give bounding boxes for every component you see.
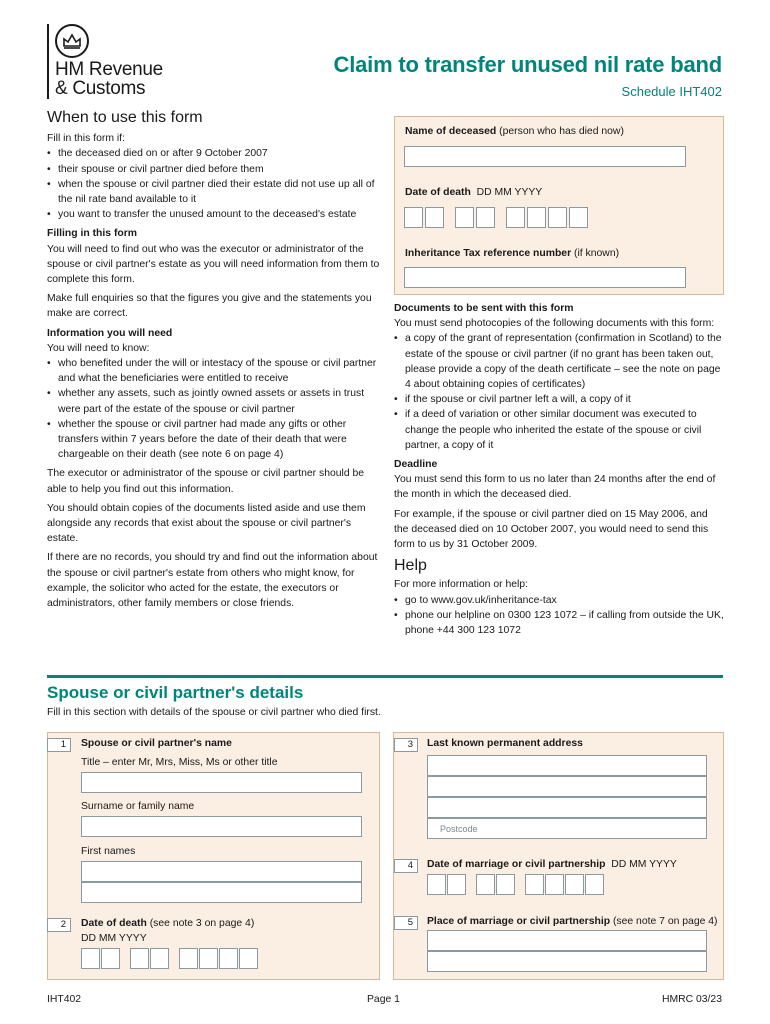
filling-heading: Filling in this form — [47, 228, 138, 240]
list-item: • you want to transfer the unused amount to the deceased's estate — [47, 207, 382, 222]
list-item: • when the spouse or civil partner died their estate did not use up all of the nil rate band available to it — [47, 177, 382, 207]
documents-section — [394, 301, 724, 638]
documents-heading: Documents to be sent with this form — [394, 303, 574, 314]
first-names-input-1[interactable] — [81, 861, 362, 882]
filling-text: You will need to find out who was the executor or administrator of the spouse or civil partner's estate as you will need information from them to complete this form. — [47, 243, 380, 286]
logo-divider — [47, 24, 49, 99]
list-item: • the deceased died on or after 9 October 2007 — [47, 146, 382, 161]
date-digit[interactable] — [219, 948, 238, 969]
copies-text: You should obtain copies of the documents listed aside and use them alongside any records that exist about the spouse or civil partner's estate. — [47, 502, 366, 545]
deceased-ref-label: Inheritance Tax reference number (if known) — [405, 248, 620, 259]
postcode-placeholder: Postcode — [440, 824, 478, 834]
question-number: 2 — [47, 918, 71, 932]
marriage-place-input-1[interactable] — [427, 930, 707, 951]
date-digit[interactable] — [239, 948, 258, 969]
help-list — [394, 593, 724, 639]
date-digit[interactable] — [525, 874, 544, 895]
form-code: IHT402 — [47, 994, 82, 1005]
executor-text: The executor or administrator of the spouse or civil partner should be able to help you find out this information. — [47, 468, 365, 495]
date-digit[interactable] — [447, 874, 466, 895]
info-intro: You will need to know: — [47, 342, 150, 354]
address-line-3[interactable] — [427, 797, 707, 818]
norecords-text: If there are no records, you should try and find out the information about the spouse or civil partner's estate from others who might know, for example, the solicitor who acted for the estate, the executors or administrators, other family members or close friends. — [47, 552, 378, 610]
title-input[interactable] — [81, 772, 362, 793]
address-line-2[interactable] — [427, 776, 707, 797]
list-item: • if a deed of variation or other similar document was executed to change the people who inherited the estate of the spouse or civil partner, a copy of it — [394, 407, 724, 453]
date-digit[interactable] — [496, 874, 515, 895]
surname-input[interactable] — [81, 816, 362, 837]
deadline-heading: Deadline — [394, 459, 438, 471]
documents-intro: You must send photocopies of the following documents with this form: — [394, 318, 715, 330]
date-digit[interactable] — [569, 207, 588, 228]
date-digit[interactable] — [455, 207, 474, 228]
section-divider — [47, 675, 723, 678]
q1-label: Spouse or civil partner's name — [81, 738, 232, 749]
marriage-place-input-2[interactable] — [427, 951, 707, 972]
date-digit[interactable] — [585, 874, 604, 895]
deceased-name-label: Name of deceased (person who has died now) — [405, 126, 624, 137]
date-digit[interactable] — [81, 948, 100, 969]
date-digit[interactable] — [548, 207, 567, 228]
date-digit[interactable] — [425, 207, 444, 228]
list-item: • go to www.gov.uk/inheritance-tax — [394, 593, 724, 608]
deceased-dod-label: Date of death DD MM YYYY — [405, 187, 543, 198]
date-digit[interactable] — [565, 874, 584, 895]
date-digit[interactable] — [404, 207, 423, 228]
iht-reference-input[interactable] — [404, 267, 686, 288]
schedule-label: Schedule IHT402 — [621, 84, 722, 99]
list-item: • whether the spouse or civil partner had made any gifts or other transfers within 7 years before the date of their death that were chargeable on their death (see note 6 on page 4) — [47, 417, 382, 463]
question-number: 1 — [47, 738, 71, 752]
list-item: • who benefited under the will or intestacy of the spouse or civil partner and what the beneficiaries were entitled to receive — [47, 356, 382, 386]
q5-label: Place of marriage or civil partnership (see note 7 on page 4) — [427, 916, 718, 927]
info-heading: Information you will need — [47, 327, 173, 339]
address-line-1[interactable] — [427, 755, 707, 776]
list-item: • a copy of the grant of representation (confirmation in Scotland) to the estate of the spouse or civil partner (if no grant has been taken out, please provide a copy of the death certificate – see the note on page 4 about obtaining copies of certificates) — [394, 331, 724, 392]
date-digit[interactable] — [476, 207, 495, 228]
date-digit[interactable] — [476, 874, 495, 895]
help-intro: For more information or help: — [394, 579, 528, 591]
date-digit[interactable] — [527, 207, 546, 228]
q4-label: Date of marriage or civil partnership DD MM YYYY — [427, 859, 677, 870]
org-name: HM Revenue & Customs — [55, 59, 163, 99]
version-code: HMRC 03/23 — [661, 994, 722, 1005]
title-label: Title – enter Mr, Mrs, Miss, Ms or other title — [81, 757, 278, 768]
date-digit[interactable] — [545, 874, 564, 895]
list-item: • their spouse or civil partner died before them — [47, 162, 382, 177]
first-names-label: First names — [81, 846, 136, 857]
surname-label: Surname or family name — [81, 801, 195, 812]
filling-text-2: Make full enquiries so that the figures you give and the statements you make are correct. — [47, 293, 372, 320]
list-item: • if the spouse or civil partner left a will, a copy of it — [394, 392, 724, 407]
first-names-input-2[interactable] — [81, 882, 362, 903]
page-number: Page 1 — [367, 994, 400, 1005]
when-intro: Fill in this form if: — [47, 133, 125, 145]
date-digit[interactable] — [179, 948, 198, 969]
question-number: 4 — [394, 859, 418, 873]
q2-format: DD MM YYYY — [81, 933, 147, 944]
date-digit[interactable] — [130, 948, 149, 969]
date-digit[interactable] — [506, 207, 525, 228]
info-list — [47, 356, 382, 462]
crown-icon — [55, 24, 89, 58]
q2-label: Date of death (see note 3 on page 4) — [81, 918, 255, 929]
when-heading: When to use this form — [47, 109, 203, 126]
date-digit[interactable] — [427, 874, 446, 895]
question-number: 3 — [394, 738, 418, 752]
help-heading: Help — [394, 557, 427, 575]
spouse-section-intro: Fill in this section with details of the spouse or civil partner who died first. — [47, 707, 381, 718]
deceased-name-input[interactable] — [404, 146, 686, 167]
spouse-section-title: Spouse or civil partner's details — [47, 683, 304, 702]
date-digit[interactable] — [150, 948, 169, 969]
list-item: • phone our helpline on 0300 123 1072 – if calling from outside the UK, phone +44 300 123 1072 — [394, 608, 724, 638]
question-number: 5 — [394, 916, 418, 930]
when-section — [47, 110, 382, 615]
documents-list — [394, 331, 724, 453]
deadline-example: For example, if the spouse or civil partner died on 15 May 2006, and the deceased died on 10 October 2007, you would need to send this form to us by 31 October 2009. — [394, 508, 709, 551]
when-list — [47, 146, 382, 222]
form-title: Claim to transfer unused nil rate band — [333, 52, 722, 77]
date-digit[interactable] — [101, 948, 120, 969]
list-item: • whether any assets, such as jointly owned assets or assets in trust were part of the estate of the spouse or civil partner — [47, 386, 382, 416]
date-digit[interactable] — [199, 948, 218, 969]
q3-label: Last known permanent address — [427, 738, 583, 749]
deadline-text: You must send this form to us no later than 24 months after the end of the month in which the deceased died. — [394, 474, 716, 501]
